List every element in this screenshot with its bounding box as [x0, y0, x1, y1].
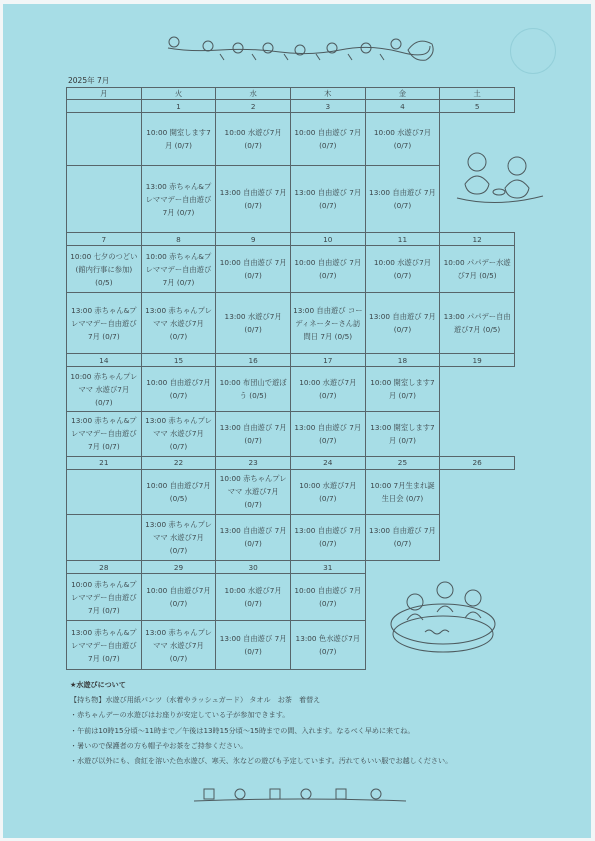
- date-cell: 18: [365, 354, 440, 367]
- event-cell[interactable]: 10:00 自由遊び 7月 (0/7): [290, 574, 365, 621]
- note-line: ・赤ちゃんデーの水遊びはお座りが安定している子が参加できます。: [70, 710, 290, 720]
- date-cell: 2: [216, 100, 291, 113]
- date-cell: 15: [141, 354, 216, 367]
- date-cell: 28: [67, 561, 142, 574]
- date-cell: 9: [216, 233, 291, 246]
- date-cell: 23: [216, 456, 291, 469]
- event-cell[interactable]: 10:00 水遊び7月 (0/7): [365, 246, 440, 293]
- event-cell[interactable]: 13:00 自由遊び 7月 (0/7): [216, 621, 291, 670]
- date-cell: 7: [67, 233, 142, 246]
- note-line: ・暑いので保護者の方も帽子やお茶をご持参ください。: [70, 740, 248, 750]
- event-cell[interactable]: 13:00 水遊び7月 (0/7): [216, 293, 291, 354]
- event-cell[interactable]: 13:00 パパデー自由遊び7月 (0/5): [440, 293, 515, 354]
- notes-heading: ★水遊びについて: [70, 680, 126, 689]
- event-cell[interactable]: 13:00 赤ちゃん&プレママデー自由遊び 7月 (0/7): [67, 293, 142, 354]
- event-cell[interactable]: 13:00 自由遊び コーディネーターさん訪問日 7月 (0/5): [290, 293, 365, 354]
- empty-cell: [440, 469, 515, 514]
- weekday-header-row: [67, 88, 515, 100]
- event-cell[interactable]: 13:00 自由遊び 7月 (0/7): [365, 293, 440, 354]
- date-cell: 11: [365, 233, 440, 246]
- event-cell[interactable]: 10:00 赤ちゃんプレママ 水遊び7月 (0/7): [216, 469, 291, 514]
- corner-circle-decoration: [510, 28, 556, 74]
- event-cell[interactable]: 10:00 七夕のつどい (館内行事に参加) (0/5): [67, 246, 142, 293]
- date-cell: 3: [290, 100, 365, 113]
- date-row: [67, 456, 515, 469]
- event-cell[interactable]: 13:00 色水遊び7月 (0/7): [290, 621, 365, 670]
- date-row: [67, 354, 515, 367]
- event-cell[interactable]: 10:00 水遊び7月 (0/7): [290, 469, 365, 514]
- afternoon-row: [67, 166, 515, 233]
- date-cell: [67, 100, 142, 113]
- date-cell: 5: [440, 100, 515, 113]
- event-cell[interactable]: 13:00 赤ちゃん&プレママデー自由遊び7月 (0/7): [141, 166, 216, 233]
- event-cell[interactable]: 10:00 水遊び7月 (0/7): [365, 113, 440, 166]
- date-cell: 12: [440, 233, 515, 246]
- weekday-tue: 火: [141, 88, 216, 100]
- date-cell: 8: [141, 233, 216, 246]
- event-cell[interactable]: 13:00 自由遊び 7月 (0/7): [216, 514, 291, 561]
- belongings-line: [70, 692, 520, 707]
- event-cell[interactable]: 13:00 赤ちゃん&プレママデー自由遊び 7月 (0/7): [67, 411, 142, 456]
- children-in-pool-illustration: [385, 572, 505, 657]
- empty-cell: [440, 367, 515, 412]
- date-cell: 10: [290, 233, 365, 246]
- event-cell[interactable]: 10:00 布団山で遊ぼう (0/5): [216, 367, 291, 412]
- event-cell[interactable]: [67, 166, 142, 233]
- event-cell[interactable]: 13:00 自由遊び 7月 (0/7): [290, 166, 365, 233]
- event-cell[interactable]: 13:00 自由遊び 7月 (0/7): [365, 514, 440, 561]
- weekday-mon: 月: [67, 88, 142, 100]
- empty-cell: [440, 514, 515, 561]
- date-cell: 4: [365, 100, 440, 113]
- note-line: ・水遊び以外にも、食紅を溶いた色水遊び、寒天、氷などの遊びも予定しています。汚れてもいい服でお越しください。: [70, 756, 453, 766]
- date-cell: 21: [67, 456, 142, 469]
- event-cell[interactable]: [67, 113, 142, 166]
- event-cell[interactable]: 13:00 赤ちゃんプレママ 水遊び7月 (0/7): [141, 293, 216, 354]
- calendar-month-label: 2025年 7月: [68, 76, 110, 85]
- date-cell: 29: [141, 561, 216, 574]
- note-line: ・午前は10時15分頃～11時まで／午後は13時15分頃～15時までの間、入れます。なるべく早めに来てね。: [70, 725, 415, 735]
- date-cell: 26: [440, 456, 515, 469]
- date-cell: 1: [141, 100, 216, 113]
- date-cell: 25: [365, 456, 440, 469]
- event-cell[interactable]: 10:00 自由遊び 7月 (0/7): [290, 113, 365, 166]
- event-cell[interactable]: 13:00 自由遊び 7月 (0/7): [290, 514, 365, 561]
- children-playing-illustration: [455, 148, 545, 208]
- event-cell[interactable]: 10:00 自由遊び7月 (0/7): [141, 574, 216, 621]
- event-cell[interactable]: 10:00 開室します7月 (0/7): [141, 113, 216, 166]
- event-cell[interactable]: 10:00 自由遊び7月 (0/5): [141, 469, 216, 514]
- event-cell[interactable]: 13:00 自由遊び 7月 (0/7): [365, 166, 440, 233]
- afternoon-row: [67, 293, 515, 354]
- date-row: [67, 100, 515, 113]
- date-cell: 14: [67, 354, 142, 367]
- event-cell[interactable]: 13:00 自由遊び 7月 (0/7): [216, 411, 291, 456]
- event-cell[interactable]: 10:00 赤ちゃんプレママ 水遊び7月 (0/7): [67, 367, 142, 412]
- weekday-thu: 木: [290, 88, 365, 100]
- event-cell[interactable]: 10:00 開室します7月 (0/7): [365, 367, 440, 412]
- morning-row: [67, 367, 515, 412]
- event-cell[interactable]: 10:00 自由遊び7月 (0/7): [141, 367, 216, 412]
- event-cell[interactable]: 10:00 パパデー水遊び7月 (0/5): [440, 246, 515, 293]
- event-cell[interactable]: 13:00 赤ちゃんプレママ 水遊び7月 (0/7): [141, 514, 216, 561]
- belongings-text: 水遊び用紙パンツ（水着やラッシュガード） タオル お茶 着替え: [105, 695, 321, 705]
- footer-illustration-animals: [190, 785, 410, 805]
- event-cell[interactable]: 13:00 自由遊び 7月 (0/7): [216, 166, 291, 233]
- date-cell: 16: [216, 354, 291, 367]
- event-cell[interactable]: 10:00 自由遊び 7月 (0/7): [290, 246, 365, 293]
- event-cell[interactable]: [67, 469, 142, 514]
- date-cell: 30: [216, 561, 291, 574]
- afternoon-row: [67, 514, 515, 561]
- empty-cell: [440, 411, 515, 456]
- event-cell[interactable]: 13:00 赤ちゃんプレママ 水遊び7月 (0/7): [141, 411, 216, 456]
- morning-row: [67, 113, 515, 166]
- belongings-label: 【持ち物】: [70, 695, 106, 705]
- weekday-sat: 土: [440, 88, 515, 100]
- water-play-notes: [70, 677, 520, 768]
- event-cell[interactable]: 10:00 水遊び7月 (0/7): [216, 113, 291, 166]
- date-cell: 22: [141, 456, 216, 469]
- event-cell[interactable]: 10:00 赤ちゃん&プレママデー自由遊び7月 (0/7): [141, 246, 216, 293]
- date-cell: 31: [290, 561, 365, 574]
- morning-row: [67, 246, 515, 293]
- event-cell[interactable]: 13:00 開室します7月 (0/7): [365, 411, 440, 456]
- event-cell[interactable]: 10:00 7月生まれ誕生日会 (0/7): [365, 469, 440, 514]
- header-illustration-children-in-a-line: [160, 28, 440, 70]
- morning-row: [67, 469, 515, 514]
- event-cell[interactable]: 10:00 水遊び7月 (0/7): [290, 367, 365, 412]
- weekday-wed: 水: [216, 88, 291, 100]
- event-cell[interactable]: [67, 514, 142, 561]
- date-cell: 19: [440, 354, 515, 367]
- event-cell[interactable]: 10:00 赤ちゃん&プレママデー自由遊び 7月 (0/7): [67, 574, 142, 621]
- event-cell[interactable]: 10:00 自由遊び 7月 (0/7): [216, 246, 291, 293]
- event-cell[interactable]: 10:00 水遊び7月 (0/7): [216, 574, 291, 621]
- afternoon-row: [67, 411, 515, 456]
- event-cell[interactable]: 13:00 自由遊び 7月 (0/7): [290, 411, 365, 456]
- weekday-fri: 金: [365, 88, 440, 100]
- date-cell: 17: [290, 354, 365, 367]
- date-row: [67, 233, 515, 246]
- event-cell[interactable]: 13:00 赤ちゃんプレママ 水遊び7月 (0/7): [141, 621, 216, 670]
- date-cell: 24: [290, 456, 365, 469]
- event-cell[interactable]: 13:00 赤ちゃん&プレママデー自由遊び 7月 (0/7): [67, 621, 142, 670]
